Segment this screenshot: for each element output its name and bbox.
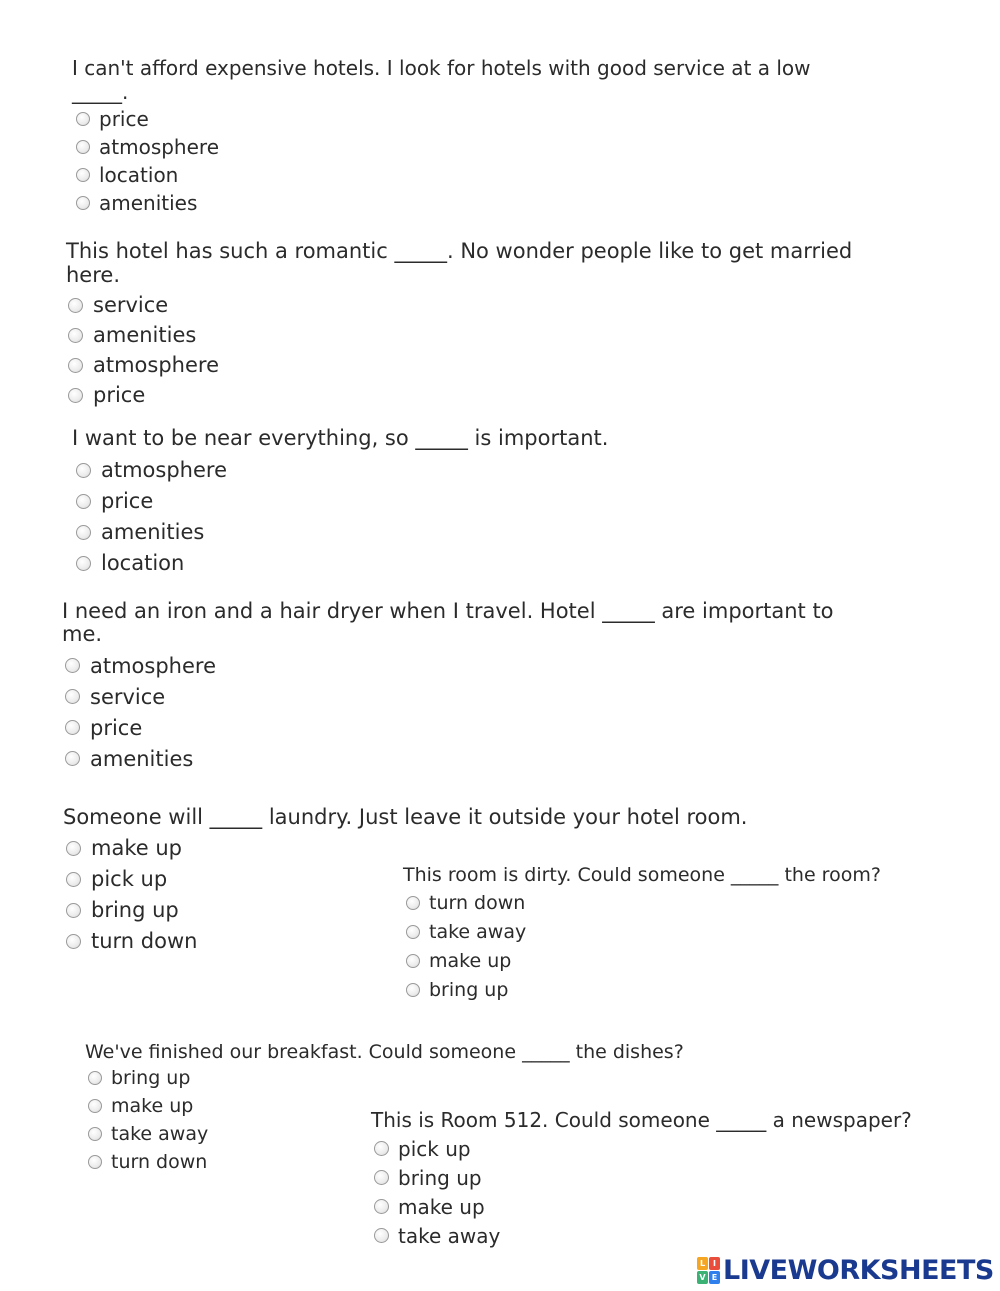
question-4: [62, 600, 912, 774]
option-label: amenities: [93, 323, 197, 348]
option-label: bring up: [398, 1165, 482, 1190]
option-label: service: [93, 293, 169, 318]
radio-button[interactable]: [406, 954, 420, 968]
option-label: take away: [111, 1123, 209, 1146]
question-8-options: [371, 1134, 971, 1250]
question-8: [371, 1108, 971, 1250]
radio-button[interactable]: [68, 298, 83, 313]
option-q1-b[interactable]: [76, 133, 852, 161]
radio-button[interactable]: [76, 140, 90, 154]
option-q8-d[interactable]: [374, 1221, 971, 1250]
option-q2-b[interactable]: [68, 320, 906, 350]
option-q8-c[interactable]: [374, 1192, 971, 1221]
option-q3-c[interactable]: [76, 517, 772, 548]
logo-mark-icon: [697, 1257, 720, 1284]
option-q8-b[interactable]: [374, 1163, 971, 1192]
option-label: price: [101, 489, 154, 514]
radio-button[interactable]: [374, 1141, 389, 1156]
radio-button[interactable]: [65, 720, 80, 735]
radio-button[interactable]: [88, 1127, 102, 1141]
option-q3-b[interactable]: [76, 486, 772, 517]
radio-button[interactable]: [76, 525, 91, 540]
option-q4-c[interactable]: [65, 712, 912, 743]
option-q7-a[interactable]: [88, 1064, 765, 1092]
logo-mark-tile: E: [709, 1271, 720, 1284]
option-q3-a[interactable]: [76, 455, 772, 486]
option-label: make up: [91, 836, 182, 861]
radio-button[interactable]: [88, 1099, 102, 1113]
question-5-text: Someone will _____ laundry. Just leave it outside your hotel room.: [63, 805, 748, 829]
radio-button[interactable]: [374, 1228, 389, 1243]
option-label: turn down: [429, 891, 526, 914]
option-label: pick up: [398, 1136, 471, 1161]
radio-button[interactable]: [66, 934, 81, 949]
option-label: service: [90, 684, 166, 709]
option-q4-d[interactable]: [65, 743, 912, 774]
radio-button[interactable]: [88, 1155, 102, 1169]
question-2: [66, 240, 906, 410]
radio-button[interactable]: [406, 983, 420, 997]
option-label: atmosphere: [99, 134, 219, 159]
option-label: amenities: [99, 190, 198, 215]
question-4-text: I need an iron and a hair dryer when I travel. Hotel _____ are important to me.: [62, 599, 834, 647]
radio-button[interactable]: [65, 689, 80, 704]
option-q4-a[interactable]: [65, 650, 912, 681]
logo-mark-tile: I: [709, 1257, 720, 1270]
radio-button[interactable]: [76, 494, 91, 509]
option-q6-d[interactable]: [406, 975, 963, 1004]
option-label: bring up: [111, 1067, 191, 1090]
radio-button[interactable]: [68, 358, 83, 373]
radio-button[interactable]: [76, 196, 90, 210]
radio-button[interactable]: [76, 463, 91, 478]
radio-button[interactable]: [66, 872, 81, 887]
question-6-options: [403, 888, 963, 1004]
radio-button[interactable]: [88, 1071, 102, 1085]
radio-button[interactable]: [65, 751, 80, 766]
radio-button[interactable]: [68, 388, 83, 403]
question-3: [72, 426, 772, 579]
radio-button[interactable]: [76, 556, 91, 571]
option-label: atmosphere: [90, 653, 216, 678]
option-label: make up: [111, 1095, 194, 1118]
option-label: turn down: [111, 1151, 208, 1174]
option-label: turn down: [91, 929, 198, 954]
option-q1-d[interactable]: [76, 189, 852, 217]
radio-button[interactable]: [406, 896, 420, 910]
option-q1-c[interactable]: [76, 161, 852, 189]
option-label: atmosphere: [93, 353, 219, 378]
question-3-text: I want to be near everything, so _____ is important.: [72, 426, 609, 450]
option-q8-a[interactable]: [374, 1134, 971, 1163]
option-label: take away: [429, 920, 527, 943]
option-label: location: [101, 551, 185, 576]
option-q4-b[interactable]: [65, 681, 912, 712]
liveworksheets-logo: [697, 1255, 994, 1285]
option-q2-c[interactable]: [68, 350, 906, 380]
radio-button[interactable]: [66, 903, 81, 918]
option-q6-c[interactable]: [406, 946, 963, 975]
option-q5-a[interactable]: [66, 833, 823, 864]
radio-button[interactable]: [406, 925, 420, 939]
question-3-options: [72, 455, 772, 579]
radio-button[interactable]: [65, 658, 80, 673]
option-q3-d[interactable]: [76, 548, 772, 579]
option-q2-d[interactable]: [68, 380, 906, 410]
option-q6-a[interactable]: [406, 888, 963, 917]
question-6-text: This room is dirty. Could someone _____ the room?: [403, 864, 881, 886]
radio-button[interactable]: [374, 1170, 389, 1185]
option-label: price: [90, 715, 143, 740]
option-q2-a[interactable]: [68, 290, 906, 320]
option-label: amenities: [101, 520, 205, 545]
option-q6-b[interactable]: [406, 917, 963, 946]
option-label: amenities: [90, 746, 194, 771]
radio-button[interactable]: [374, 1199, 389, 1214]
question-8-text: This is Room 512. Could someone _____ a newspaper?: [371, 1108, 912, 1132]
logo-text: LIVEWORKSHEETS: [723, 1254, 994, 1286]
question-7-text: We've finished our breakfast. Could someone _____ the dishes?: [85, 1041, 684, 1063]
logo-mark-tile: L: [697, 1257, 708, 1270]
option-label: pick up: [91, 867, 168, 892]
radio-button[interactable]: [76, 168, 90, 182]
option-label: take away: [398, 1223, 501, 1248]
radio-button[interactable]: [76, 112, 90, 126]
question-4-options: [62, 650, 912, 774]
radio-button[interactable]: [66, 841, 81, 856]
option-label: bring up: [91, 898, 179, 923]
option-q1-a[interactable]: [76, 105, 852, 133]
radio-button[interactable]: [68, 328, 83, 343]
question-1-text: I can't afford expensive hotels. I look for hotels with good service at a low _____.: [72, 56, 811, 105]
logo-mark-tile: V: [697, 1271, 708, 1284]
question-1-options: [72, 105, 852, 217]
option-label: bring up: [429, 978, 509, 1001]
option-label: location: [99, 162, 179, 187]
question-2-options: [66, 290, 906, 410]
option-label: atmosphere: [101, 458, 227, 483]
option-label: make up: [429, 949, 512, 972]
option-label: make up: [398, 1194, 485, 1219]
question-2-text: This hotel has such a romantic _____. No wonder people like to get married here.: [66, 239, 853, 287]
question-6: [403, 864, 963, 1004]
question-1: [72, 56, 852, 217]
option-label: price: [99, 106, 149, 131]
option-label: price: [93, 383, 146, 408]
